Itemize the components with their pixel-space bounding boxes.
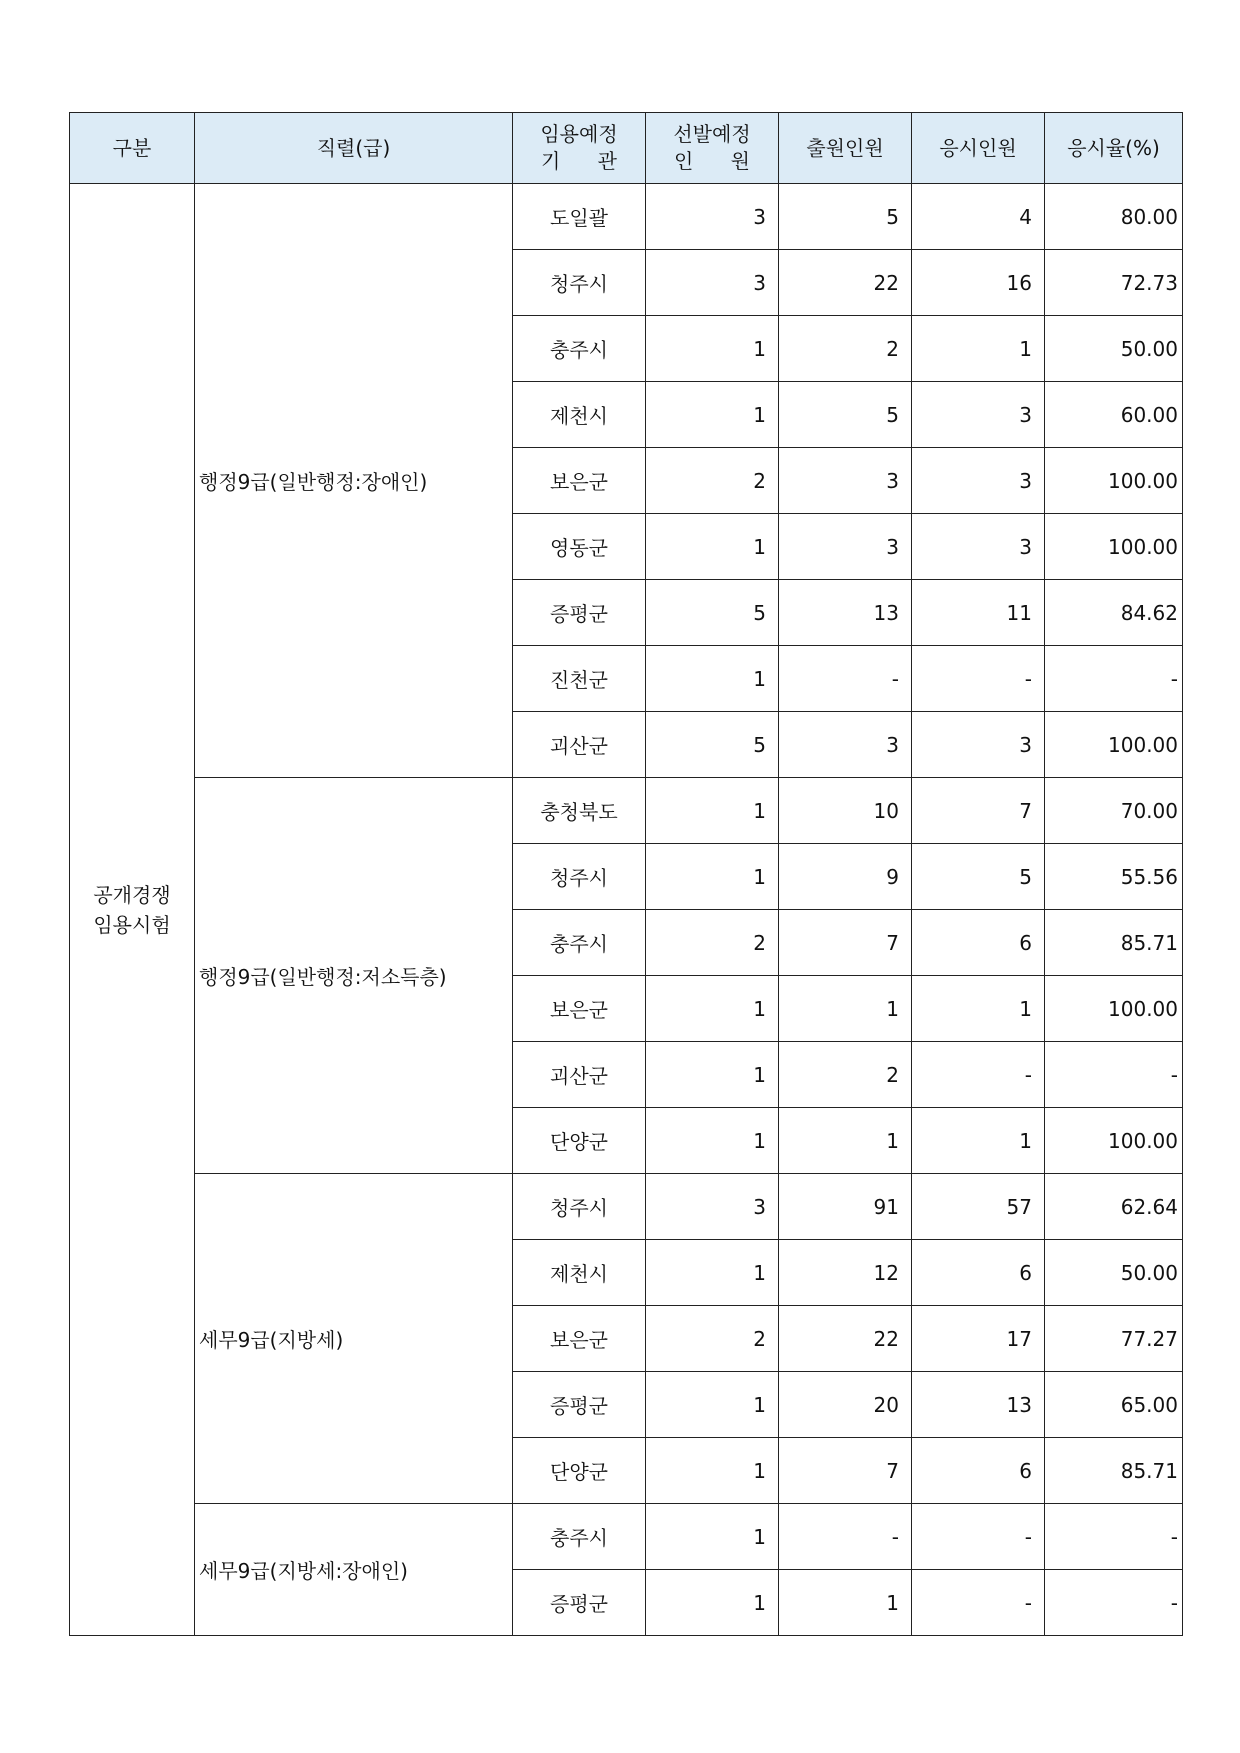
selected-cell: 2 — [646, 448, 779, 514]
table-row — [70, 184, 1183, 250]
applied-cell: 91 — [779, 1174, 912, 1240]
org-cell: 충주시 — [513, 1504, 646, 1570]
header-row — [70, 113, 1183, 184]
rate-cell: 100.00 — [1045, 1108, 1183, 1174]
header-grade: 직렬(급) — [195, 113, 513, 184]
org-cell: 단양군 — [513, 1438, 646, 1504]
selected-cell: 1 — [646, 382, 779, 448]
org-cell: 보은군 — [513, 1306, 646, 1372]
applied-cell: 3 — [779, 514, 912, 580]
took-cell: 1 — [912, 976, 1045, 1042]
header-applied: 출원인원 — [779, 113, 912, 184]
org-cell: 청주시 — [513, 844, 646, 910]
header-org-line2 — [513, 148, 645, 175]
applied-cell: - — [779, 1504, 912, 1570]
took-cell: 1 — [912, 1108, 1045, 1174]
selected-cell: 1 — [646, 1240, 779, 1306]
header-org-line1: 임용예정 — [540, 122, 618, 146]
selected-cell: 1 — [646, 1438, 779, 1504]
table-row — [70, 1504, 1183, 1570]
rate-cell: 100.00 — [1045, 514, 1183, 580]
applied-cell: 1 — [779, 1570, 912, 1636]
rate-cell: - — [1045, 646, 1183, 712]
selected-cell: 1 — [646, 1570, 779, 1636]
rate-cell: 62.64 — [1045, 1174, 1183, 1240]
selected-cell: 5 — [646, 580, 779, 646]
header-selected-line2b: 원 — [730, 149, 750, 173]
header-rate: 응시율(%) — [1045, 113, 1183, 184]
rate-cell: 100.00 — [1045, 976, 1183, 1042]
rate-cell: 100.00 — [1045, 712, 1183, 778]
rate-cell: - — [1045, 1504, 1183, 1570]
selected-cell: 1 — [646, 976, 779, 1042]
org-cell: 진천군 — [513, 646, 646, 712]
took-cell: 4 — [912, 184, 1045, 250]
selected-cell: 1 — [646, 844, 779, 910]
org-cell: 증평군 — [513, 580, 646, 646]
took-cell: 3 — [912, 514, 1045, 580]
applied-cell: 22 — [779, 250, 912, 316]
org-cell: 증평군 — [513, 1570, 646, 1636]
table-row — [70, 1174, 1183, 1240]
took-cell: 57 — [912, 1174, 1045, 1240]
org-cell: 도일괄 — [513, 184, 646, 250]
table-header — [70, 113, 1183, 184]
took-cell: - — [912, 646, 1045, 712]
took-cell: - — [912, 1504, 1045, 1570]
table-row — [70, 778, 1183, 844]
selected-cell: 1 — [646, 1042, 779, 1108]
rate-cell: 85.71 — [1045, 910, 1183, 976]
applied-cell: 13 — [779, 580, 912, 646]
rate-cell: 60.00 — [1045, 382, 1183, 448]
rate-cell: 50.00 — [1045, 1240, 1183, 1306]
took-cell: 11 — [912, 580, 1045, 646]
rate-cell: 77.27 — [1045, 1306, 1183, 1372]
selected-cell: 3 — [646, 1174, 779, 1240]
header-selected-line2a: 인 — [674, 149, 694, 173]
org-cell: 괴산군 — [513, 712, 646, 778]
header-selected-line2 — [646, 148, 778, 175]
took-cell: 1 — [912, 316, 1045, 382]
rate-cell: - — [1045, 1570, 1183, 1636]
applied-cell: 10 — [779, 778, 912, 844]
org-cell: 영동군 — [513, 514, 646, 580]
took-cell: 6 — [912, 1438, 1045, 1504]
rate-cell: 80.00 — [1045, 184, 1183, 250]
org-cell: 청주시 — [513, 1174, 646, 1240]
header-took: 응시인원 — [912, 113, 1045, 184]
org-cell: 충주시 — [513, 316, 646, 382]
rate-cell: 84.62 — [1045, 580, 1183, 646]
table-body — [70, 184, 1183, 1636]
selected-cell: 1 — [646, 1108, 779, 1174]
grade-cell: 세무9급(지방세) — [195, 1174, 513, 1504]
applied-cell: 1 — [779, 976, 912, 1042]
grade-cell: 행정9급(일반행정:장애인) — [195, 184, 513, 778]
took-cell: 7 — [912, 778, 1045, 844]
took-cell: 17 — [912, 1306, 1045, 1372]
exam-results-table — [69, 112, 1183, 1636]
header-org-line2b: 관 — [597, 149, 617, 173]
applied-cell: - — [779, 646, 912, 712]
applied-cell: 1 — [779, 1108, 912, 1174]
category-cell — [70, 184, 195, 1636]
org-cell: 청주시 — [513, 250, 646, 316]
took-cell: 13 — [912, 1372, 1045, 1438]
rate-cell: 70.00 — [1045, 778, 1183, 844]
selected-cell: 5 — [646, 712, 779, 778]
selected-cell: 2 — [646, 1306, 779, 1372]
took-cell: 3 — [912, 712, 1045, 778]
header-gubun: 구분 — [70, 113, 195, 184]
category-line2: 임용시험 — [93, 912, 171, 937]
took-cell: - — [912, 1570, 1045, 1636]
applied-cell: 9 — [779, 844, 912, 910]
applied-cell: 2 — [779, 1042, 912, 1108]
org-cell: 괴산군 — [513, 1042, 646, 1108]
applied-cell: 2 — [779, 316, 912, 382]
category-line1: 공개경쟁 — [93, 882, 171, 907]
org-cell: 보은군 — [513, 976, 646, 1042]
selected-cell: 3 — [646, 250, 779, 316]
org-cell: 보은군 — [513, 448, 646, 514]
org-cell: 증평군 — [513, 1372, 646, 1438]
took-cell: 3 — [912, 382, 1045, 448]
rate-cell: 85.71 — [1045, 1438, 1183, 1504]
grade-cell: 행정9급(일반행정:저소득층) — [195, 778, 513, 1174]
took-cell: 6 — [912, 910, 1045, 976]
applied-cell: 5 — [779, 382, 912, 448]
selected-cell: 1 — [646, 778, 779, 844]
rate-cell: 50.00 — [1045, 316, 1183, 382]
org-cell: 제천시 — [513, 382, 646, 448]
selected-cell: 2 — [646, 910, 779, 976]
applied-cell: 22 — [779, 1306, 912, 1372]
rate-cell: 72.73 — [1045, 250, 1183, 316]
applied-cell: 7 — [779, 1438, 912, 1504]
applied-cell: 7 — [779, 910, 912, 976]
header-selected — [646, 113, 779, 184]
org-cell: 충청북도 — [513, 778, 646, 844]
applied-cell: 5 — [779, 184, 912, 250]
applied-cell: 3 — [779, 712, 912, 778]
took-cell: 16 — [912, 250, 1045, 316]
rate-cell: 55.56 — [1045, 844, 1183, 910]
took-cell: 6 — [912, 1240, 1045, 1306]
rate-cell: 65.00 — [1045, 1372, 1183, 1438]
rate-cell: 100.00 — [1045, 448, 1183, 514]
header-org-line2a: 기 — [541, 149, 561, 173]
applied-cell: 20 — [779, 1372, 912, 1438]
org-cell: 충주시 — [513, 910, 646, 976]
took-cell: 5 — [912, 844, 1045, 910]
took-cell: - — [912, 1042, 1045, 1108]
applied-cell: 3 — [779, 448, 912, 514]
selected-cell: 1 — [646, 1372, 779, 1438]
org-cell: 제천시 — [513, 1240, 646, 1306]
selected-cell: 1 — [646, 316, 779, 382]
applied-cell: 12 — [779, 1240, 912, 1306]
selected-cell: 1 — [646, 1504, 779, 1570]
selected-cell: 3 — [646, 184, 779, 250]
rate-cell: - — [1045, 1042, 1183, 1108]
header-selected-line1: 선발예정 — [673, 122, 751, 146]
header-org — [513, 113, 646, 184]
selected-cell: 1 — [646, 514, 779, 580]
grade-cell: 세무9급(지방세:장애인) — [195, 1504, 513, 1636]
took-cell: 3 — [912, 448, 1045, 514]
org-cell: 단양군 — [513, 1108, 646, 1174]
selected-cell: 1 — [646, 646, 779, 712]
